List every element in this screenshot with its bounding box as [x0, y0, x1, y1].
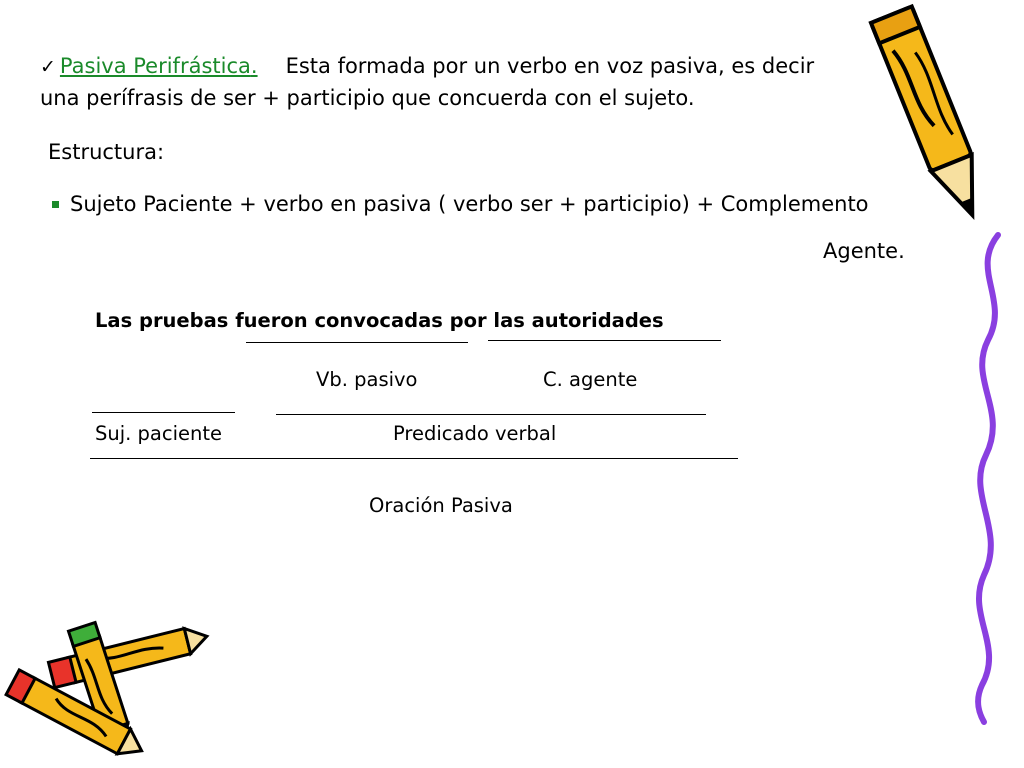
sentence-subject: Las pruebas	[95, 309, 236, 332]
pencils-clipart-bottom-left	[0, 615, 215, 765]
label-oracion-pasiva: Oración Pasiva	[369, 494, 513, 517]
definition-line-2: una perífrasis de ser + participio que concuerda con el sujeto.	[40, 86, 695, 110]
sentence-verb: fueron convocadas	[235, 309, 443, 332]
definition-line-1: Esta formada por un verbo en voz pasiva, es decir	[285, 54, 815, 78]
structure-formula-cont: Agente.	[823, 239, 905, 263]
square-bullet-icon	[52, 201, 59, 208]
underline-verb	[246, 342, 468, 343]
underline-sentence	[90, 458, 738, 459]
structure-heading: Estructura:	[48, 140, 165, 164]
label-predicado-verbal: Predicado verbal	[393, 422, 557, 445]
label-vb-pasivo: Vb. pasivo	[316, 368, 418, 391]
structure-formula: Sujeto Paciente + verbo en pasiva ( verbo ser + participio) + Complemento	[70, 192, 869, 216]
term-link[interactable]: Pasiva Perifrástica.	[59, 54, 258, 78]
sentence-agent: por las autoridades	[442, 309, 664, 332]
intro-line-1	[40, 54, 814, 78]
squiggle-decoration	[960, 230, 1015, 725]
underline-predicate	[276, 414, 706, 415]
underline-agent	[488, 340, 721, 341]
check-icon: ✓	[40, 56, 56, 78]
underline-subject	[92, 412, 235, 413]
example-sentence	[95, 309, 664, 332]
label-suj-paciente: Suj. paciente	[95, 422, 223, 445]
pencil-clipart-top-right	[860, 0, 1010, 245]
label-c-agente: C. agente	[543, 368, 638, 391]
